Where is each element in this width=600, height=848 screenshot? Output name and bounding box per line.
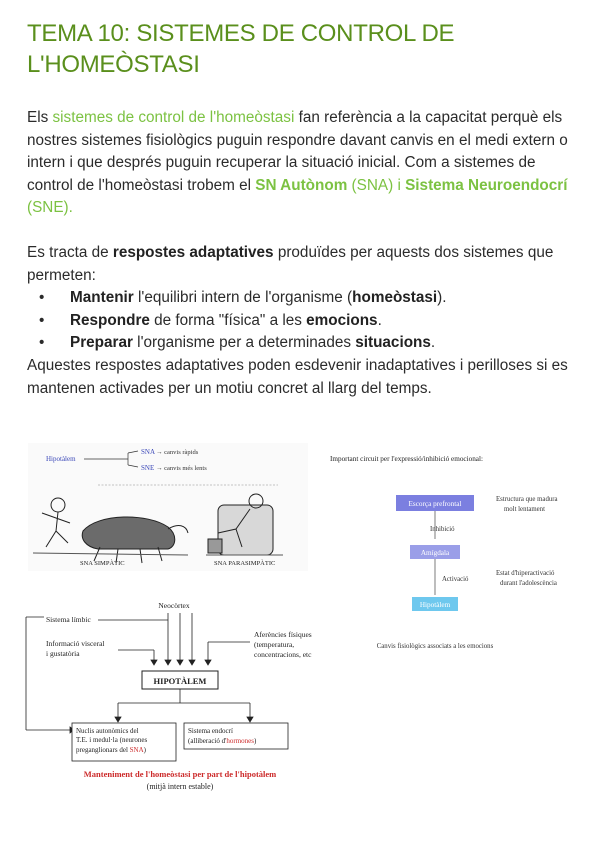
node-amygdala: Amígdala (420, 549, 450, 557)
svg-text:→ canvis ràpids: → canvis ràpids (156, 449, 199, 456)
fig1-sna: SNA (141, 448, 156, 456)
figure-sna-illustration (28, 443, 308, 571)
caption-sympathetic: SNA SIMPÀTIC (80, 560, 125, 567)
note-amygdala-1: Estat d'hiperactivació (496, 570, 555, 577)
fig1-sne: SNE (141, 464, 155, 472)
highlight-sn-autonom: SN Autònom (255, 176, 348, 194)
intro-paragraph: Els sistemes de control de l'homeòstasi fan referència a la capacitat perquè els nostres sistemes fisiològics puguin respondre davant canvis en el medi extern o intern i que després puguin recuperar la situació inicial. Com a sistemes de control de l'homeòstasi trobem el SN Autònom (SNA) i Sistema Neuroendocrí (SNE). (27, 109, 568, 216)
label-visceral-2: i gustatòria (46, 649, 80, 658)
page-title: TEMA 10: SISTEMES DE CONTROL DE L'HOMEÒSTASI (27, 20, 455, 78)
figure-hypothalamus-diagram (18, 595, 334, 795)
node-hipotalem: HIPOTÀLEM (153, 676, 207, 686)
adaptive-paragraph: Es tracta de respostes adaptatives produïdes per aquests dos sistemes que permeten: (27, 244, 554, 284)
label-neocortex: Neocòrtex (158, 601, 190, 610)
diagram-subcaption: (mitjà intern estable) (146, 782, 214, 791)
bullet-list (27, 287, 577, 355)
svg-text:→ canvis més lents: → canvis més lents (156, 465, 207, 472)
circuit-title: Important circuit per l'expressió/inhibició emocional: (330, 455, 483, 463)
label-activation: Activació (442, 576, 469, 583)
conclusion-paragraph: Aquestes respostes adaptatives poden esdevenir inadaptatives i perilloses si es mantenen activades per un motiu concret al llarg del temps. (27, 357, 568, 397)
circuit-bottom: Canvis fisiològics associats a les emocions (376, 643, 494, 650)
label-inhibition: Inhibició (430, 526, 455, 533)
highlight-sne: Sistema Neuroendocrí (405, 176, 568, 194)
label-aferencies-3: concentracions, etc (254, 650, 312, 659)
node-hypothalamus: Hipotàlem (419, 601, 451, 609)
svg-text:T.E. i medul·la (neurones: T.E. i medul·la (neurones (76, 736, 148, 744)
svg-text:Nuclis autonòmics del: Nuclis autonòmics del (76, 727, 139, 735)
label-aferencies-1: Aferències físiques (254, 630, 312, 639)
fig1-hipotalem: Hipotàlem (46, 455, 76, 463)
diagram-caption: Manteniment de l'homeòstasi per part de l'hipotàlem (83, 769, 277, 779)
note-amygdala-2: durant l'adolescència (500, 580, 557, 587)
list-item: • Respondre de forma "física" a les emocions. (39, 311, 382, 329)
label-visceral-1: Informació visceral (46, 639, 105, 648)
figure-emotional-circuit (318, 445, 593, 655)
svg-text:Sistema endocrí: Sistema endocrí (188, 727, 233, 735)
list-item: • Mantenir l'equilibri intern de l'organisme (homeòstasi). (39, 289, 447, 306)
note-prefrontal-2: molt lentament (504, 506, 545, 513)
label-limbic: Sistema límbic (46, 615, 91, 624)
svg-text:preganglionars del SNA): preganglionars del SNA) (76, 746, 147, 754)
caption-parasympathetic: SNA PARASIMPÀTIC (214, 560, 276, 567)
svg-text:(alliberació d'hormones): (alliberació d'hormones) (188, 737, 257, 745)
list-item: • Preparar l'organisme per a determinades situacions. (39, 334, 436, 351)
node-prefrontal: Escorça prefrontal (408, 500, 462, 508)
label-aferencies-2: (temperatura, (254, 640, 295, 649)
note-prefrontal-1: Estructura que madura (496, 496, 558, 503)
highlight-control-systems: sistemes de control de l'homeòstasi (52, 109, 295, 126)
